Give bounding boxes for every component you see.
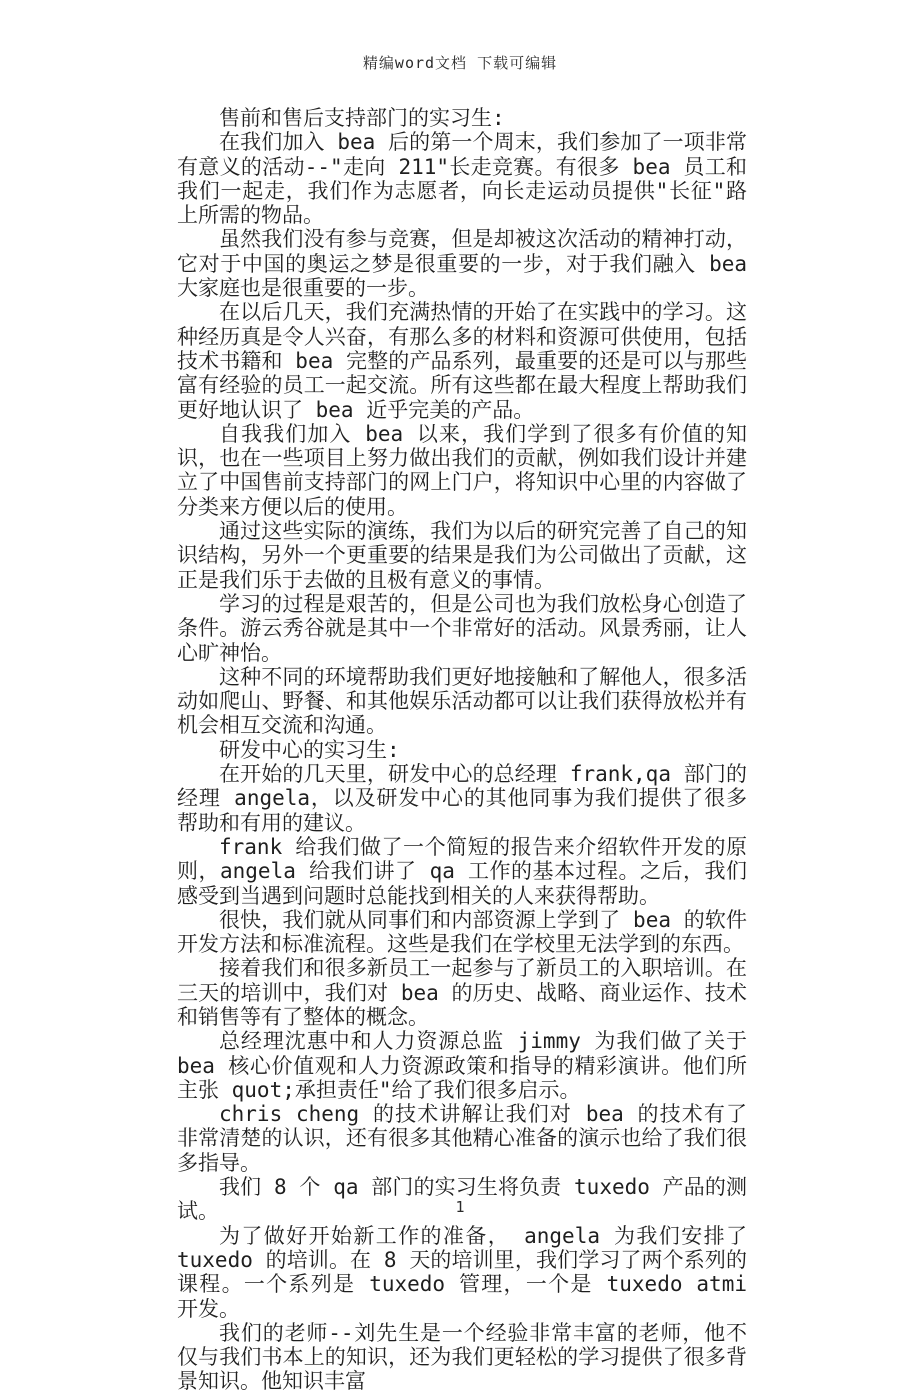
paragraph: frank 给我们做了一个简短的报告来介绍软件开发的原则，angela 给我们讲了 qa 工作的基本过程。之后，我们感受到当遇到问题时总能找到相关的人来获得帮助。 — [177, 834, 747, 908]
paragraph: chris cheng 的技术讲解让我们对 bea 的技术有了非常清楚的认识，还有很多其他精心准备的演示也给了我们很多指导。 — [177, 1102, 747, 1175]
paragraph: 为了做好开始新工作的准备， angela 为我们安排了 tuxedo 的培训。在 8 天的培训里，我们学习了两个系列的课程。一个系列是 tuxedo 管理，一个是 tuxedo atmi 开发。 — [177, 1223, 747, 1321]
document-header-watermark: 精编word文档 下载可编辑 — [362, 54, 558, 72]
paragraph: 我们的老师--刘先生是一个经验非常丰富的老师，他不仅与我们书本上的知识，还为我们更轻松的学习提供了很多背景知识。他知识丰富 — [177, 1320, 747, 1394]
paragraph: 总经理沈惠中和人力资源总监 jimmy 为我们做了关于 bea 核心价值观和人力资源政策和指导的精彩演讲。他们所主张 quot;承担责任"给了我们很多启示。 — [177, 1029, 747, 1102]
paragraph: 自我我们加入 bea 以来，我们学到了很多有价值的知识，也在一些项目上努力做出我们的贡献，例如我们设计并建立了中国售前支持部门的网上门户，将知识中心里的内容做了分类来方便以后的使用。 — [177, 421, 747, 519]
paragraph: 我们 8 个 qa 部门的实习生将负责 tuxedo 产品的测试。 — [177, 1175, 747, 1224]
page-number: 1 — [455, 1198, 465, 1216]
paragraph: 很快，我们就从同事们和内部资源上学到了 bea 的软件开发方法和标准流程。这些是我们在学校里无法学到的东西。 — [177, 907, 747, 957]
paragraph: 这种不同的环境帮助我们更好地接触和了解他人，很多活动如爬山、野餐、和其他娱乐活动都可以让我们获得放松并有机会相互交流和沟通。 — [177, 664, 747, 738]
paragraph: 售前和售后支持部门的实习生: — [219, 106, 505, 130]
paragraph: 研发中心的实习生: — [219, 737, 400, 762]
paragraph: 接着我们和很多新员工一起参与了新员工的入职培训。在三天的培训中，我们对 bea 的历史、战略、商业运作、技术和销售等有了整体的概念。 — [177, 956, 747, 1029]
paragraph: 在开始的几天里，研发中心的总经理 frank,qa 部门的经理 angela，以及研发中心的其他同事为我们提供了很多帮助和有用的建议。 — [177, 762, 747, 835]
paragraph: 通过这些实际的演练，我们为以后的研究完善了自己的知识结构，另外一个更重要的结果是我们为公司做出了贡献，这正是我们乐于去做的且极有意义的事情。 — [177, 519, 747, 592]
paragraph: 学习的过程是艰苦的，但是公司也为我们放松身心创造了条件。游云秀谷就是其中一个非常好的活动。风景秀丽，让人心旷神怡。 — [177, 591, 747, 665]
paragraph: 在以后几天，我们充满热情的开始了在实践中的学习。这种经历真是令人兴奋，有那么多的材料和资源可供使用，包括技术书籍和 bea 完整的产品系列，最重要的还是可以与那些富有经验的员工一起交流。所有这些都在最大程度上帮助我们更好地认识了 bea 近乎完美的产品。 — [177, 300, 747, 422]
paragraph: 在我们加入 bea 后的第一个周末，我们参加了一项非常有意义的活动--"走向 211"长走竞赛。有很多 bea 员工和我们一起走，我们作为志愿者，向长走运动员提供"长征"路上所需的物品。 — [177, 130, 747, 228]
paragraph: 虽然我们没有参与竞赛，但是却被这次活动的精神打动，它对于中国的奥运之梦是很重要的一步，对于我们融入 bea 大家庭也是很重要的一步。 — [177, 227, 747, 301]
